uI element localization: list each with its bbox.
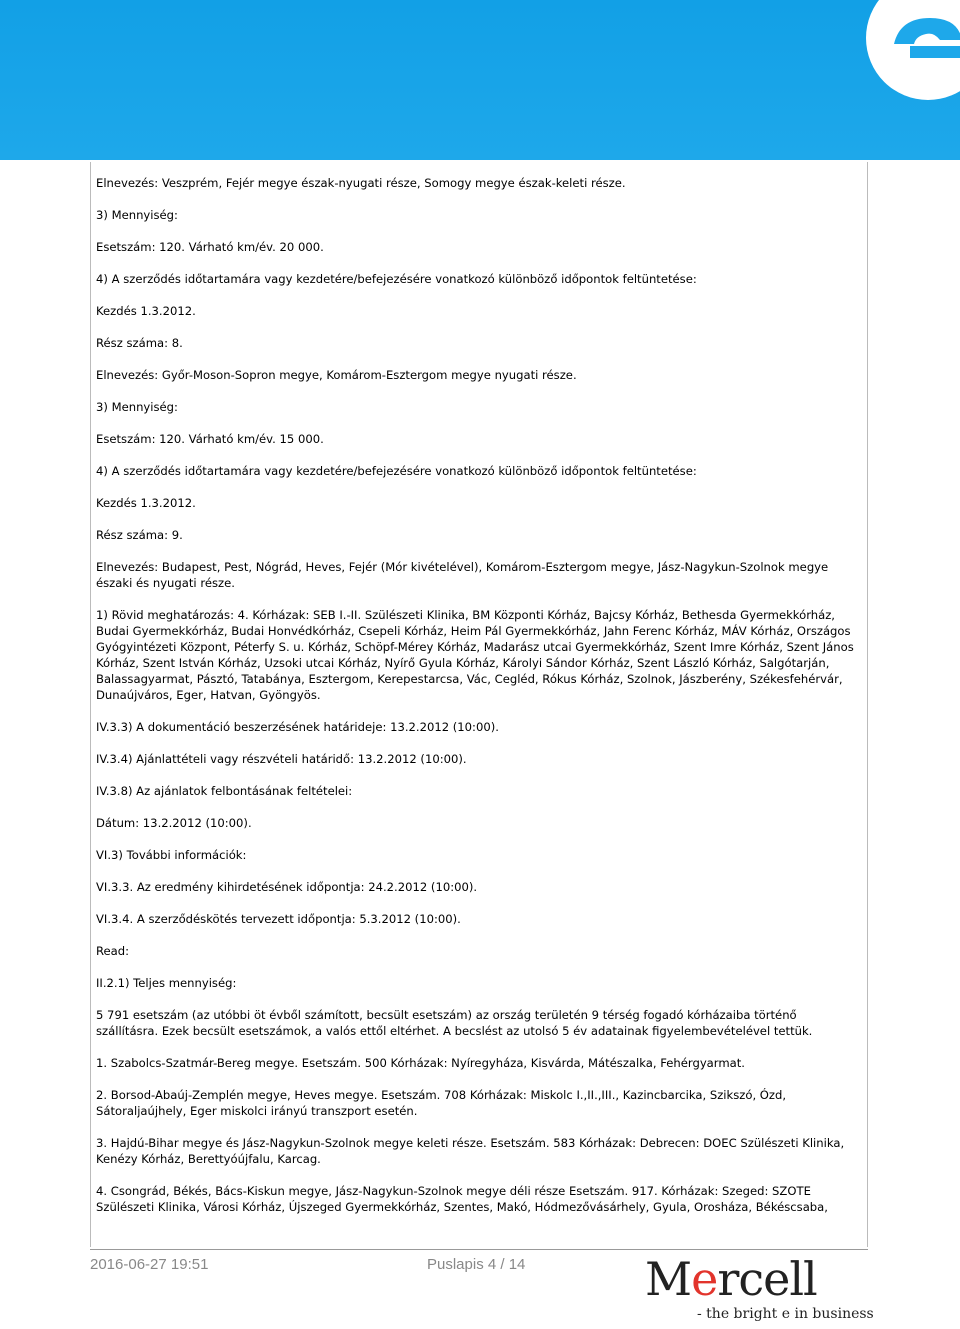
- paragraph: IV.3.8) Az ajánlatok felbontásának feltételei:: [96, 784, 353, 798]
- brand-prefix: M: [645, 1252, 692, 1306]
- page-frame-left: [90, 162, 91, 1247]
- paragraph: Elnevezés: Budapest, Pest, Nógrád, Heves, Fejér (Mór kivételével), Komárom-Esztergom megye, Jász-Nagykun-Szolnok megye északi és nyugati része.: [96, 560, 829, 590]
- paragraph: Rész száma: 8.: [96, 336, 183, 350]
- paragraph: IV.3.3) A dokumentáció beszerzésének határideje: 13.2.2012 (10:00).: [96, 720, 499, 734]
- paragraph: 1) Rövid meghatározás: 4. Kórházak: SEB I.-II. Szülészeti Klinika, BM Központi Kórház, Bajcsy Kórház, Bethesda Gyermekkórház, Budai Gyermekkórház, Budai Honvédkórház, Csepeli Kórház, Heim Pál Gyermekkórház, Jahn Ferenc Kórház, MÁV Kórház, Országos Gyógyintézeti Központ, Péterfy S. u. Kórház, Schöpf-Mérey Kórház, Madarász utcai Gyermekkórház, Szent Imre Kórház, Szent János Kórház, Szent István Kórház, Uzsoki utcai Kórház, Nyírő Gyula Kórház, Károlyi Sándor Kórház, Szent László Kórház, Salgótarján, Balassagyarmat, Pásztó, Tatabánya, Esztergom, Kerepestarcsa, Vác, Cegléd, Rókus Kórház, Szolnok, Jászberény, Székesfehérvár, Dunaújváros, Eger, Hatvan, Gyöngyös.: [96, 608, 854, 702]
- paragraph: VI.3.4. A szerződéskötés tervezett időpontja: 5.3.2012 (10:00).: [96, 912, 461, 926]
- paragraph: Rész száma: 9.: [96, 528, 183, 542]
- brand-tagline: - the bright e in business: [697, 1306, 874, 1322]
- paragraph: Kezdés 1.3.2012.: [96, 304, 196, 318]
- brand-logo: [645, 1252, 875, 1327]
- page-frame-right: [867, 162, 868, 1247]
- paragraph: Dátum: 13.2.2012 (10:00).: [96, 816, 252, 830]
- paragraph: Elnevezés: Győr-Moson-Sopron megye, Komárom-Esztergom megye nyugati része.: [96, 368, 577, 382]
- footer-divider: [90, 1249, 868, 1250]
- paragraph: Elnevezés: Veszprém, Fejér megye észak-nyugati része, Somogy megye észak-keleti része.: [96, 176, 626, 190]
- footer-page-number: Puslapis 4 / 14: [427, 1256, 526, 1273]
- paragraph: Esetszám: 120. Várható km/év. 15 000.: [96, 432, 324, 446]
- paragraph: II.2.1) Teljes mennyiség:: [96, 976, 237, 990]
- paragraph: VI.3) További információk:: [96, 848, 247, 862]
- paragraph: 3) Mennyiség:: [96, 400, 178, 414]
- footer-date: 2016-06-27 19:51: [90, 1256, 209, 1273]
- paragraph: IV.3.4) Ajánlattételi vagy részvételi határidő: 13.2.2012 (10:00).: [96, 752, 467, 766]
- paragraph: Kezdés 1.3.2012.: [96, 496, 196, 510]
- paragraph: 2. Borsod-Abaúj-Zemplén megye, Heves megye. Esetszám. 708 Kórházak: Miskolc I.,II.,III., Kazincbarcika, Szikszó, Ózd, Sátoraljaújhely, Eger miskolci irányú transzport esetén.: [96, 1088, 787, 1118]
- paragraph: Read:: [96, 944, 130, 958]
- brand-e-mark: e: [691, 1252, 718, 1306]
- brand-suffix: rcell: [717, 1252, 817, 1306]
- document-body: [96, 175, 862, 1231]
- header-band: [0, 0, 960, 160]
- paragraph: Esetszám: 120. Várható km/év. 20 000.: [96, 240, 324, 254]
- paragraph: 3. Hajdú-Bihar megye és Jász-Nagykun-Szolnok megye keleti része. Esetszám. 583 Kórházak: Debrecen: DOEC Szülészeti Klinika, Kenézy Kórház, Berettyóújfalu, Karcag.: [96, 1136, 845, 1166]
- e-logo-icon: [830, 0, 960, 110]
- paragraph: 4) A szerződés időtartamára vagy kezdetére/befejezésére vonatkozó különböző időpontok feltüntetése:: [96, 464, 697, 478]
- paragraph: 5 791 esetszám (az utóbbi öt évből számított, becsült esetszám) az ország területén 9 térség fogadó kórházaiba történő szállításra. Ezek becsült esetszámok, a valós ettől eltérhet. A becslést az utolsó 5 év adatainak figyelembevételével tettük.: [96, 1008, 813, 1038]
- paragraph: 4. Csongrád, Békés, Bács-Kiskun megye, Jász-Nagykun-Szolnok megye déli része Esetszám. 917. Kórházak: Szeged: SZOTE Szülészeti Klinika, Városi Kórház, Újszeged Gyermekkórház, Szentes, Makó, Hódmezővásárhely, Gyula, Orosháza, Békéscsaba,: [96, 1184, 828, 1214]
- paragraph: 3) Mennyiség:: [96, 208, 178, 222]
- paragraph: 4) A szerződés időtartamára vagy kezdetére/befejezésére vonatkozó különböző időpontok feltüntetése:: [96, 272, 697, 286]
- paragraph: VI.3.3. Az eredmény kihirdetésének időpontja: 24.2.2012 (10:00).: [96, 880, 478, 894]
- paragraph: 1. Szabolcs-Szatmár-Bereg megye. Esetszám. 500 Kórházak: Nyíregyháza, Kisvárda, Mátészalka, Fehérgyarmat.: [96, 1056, 745, 1070]
- brand-name: [645, 1252, 817, 1306]
